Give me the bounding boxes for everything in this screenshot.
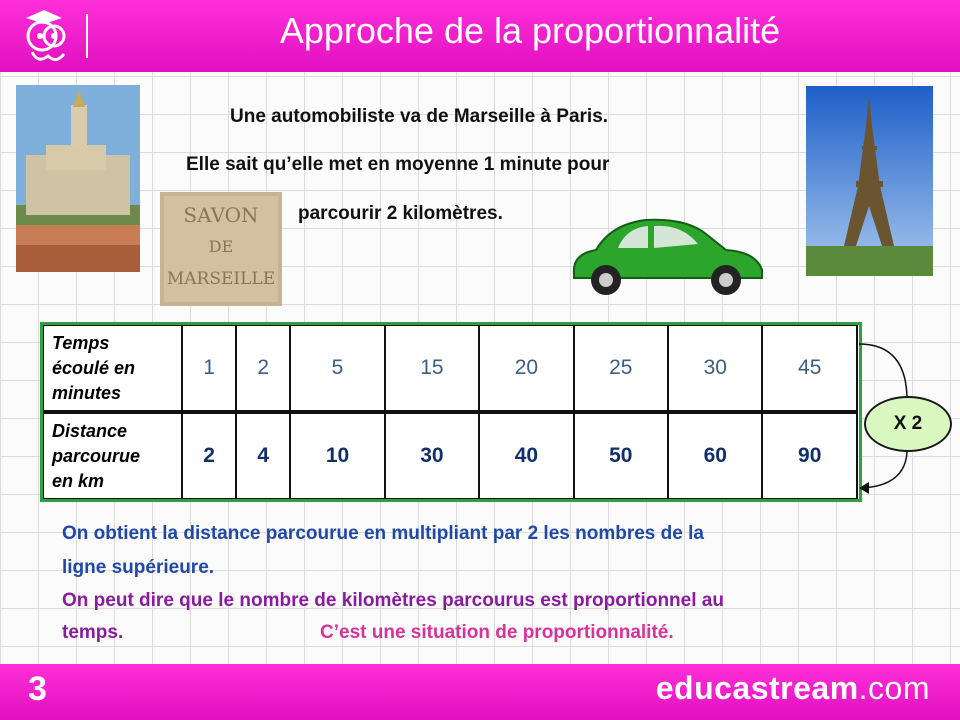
page-title: Approche de la proportionnalité: [279, 10, 781, 51]
row-header-distance-line2: parcourue: [52, 445, 141, 466]
conclusion-line-2: ligne supérieure.: [62, 557, 215, 578]
intro-line-2: Elle sait qu’elle met en moyenne 1 minute pour: [186, 154, 610, 175]
conclusion-line-3: On peut dire que le nombre de kilomètres parcourus est proportionnel au: [62, 590, 724, 611]
brand-name: educastream: [655, 670, 859, 706]
time-cell: 2: [236, 325, 290, 412]
time-cell: 20: [479, 325, 573, 412]
distance-cell: 4: [236, 412, 290, 499]
eiffel-tower-photo: [806, 86, 933, 276]
row-header-time-line3: minutes: [52, 382, 122, 403]
time-cell: 5: [290, 325, 384, 412]
logo-separator: [86, 14, 88, 58]
time-cell: 15: [385, 325, 479, 412]
soap-text-3: MARSEILLE: [166, 269, 276, 289]
row-header-time-line2: écoulé en: [52, 357, 136, 378]
time-cell: 25: [574, 325, 668, 412]
conclusion-line-1: On obtient la distance parcourue en multipliant par 2 les nombres de la: [62, 523, 704, 544]
distance-cell: 50: [574, 412, 668, 499]
distance-cell: 90: [762, 412, 857, 499]
row-header-distance-line3: en km: [52, 470, 105, 491]
row-header-distance: [43, 412, 182, 499]
row-header-time: [43, 325, 182, 412]
soap-text-1: SAVON: [183, 203, 259, 227]
time-cell: 30: [668, 325, 762, 412]
conclusion-line-4: temps.: [62, 622, 124, 643]
mascot-logo-icon: [18, 6, 78, 68]
intro-line-1: Une automobiliste va de Marseille à Paris.: [230, 106, 609, 127]
marseille-photo: [16, 85, 140, 272]
distance-cell: 10: [290, 412, 384, 499]
table-row-distance: [43, 412, 857, 499]
distance-cell: 2: [182, 412, 236, 499]
row-header-time-line1: Temps: [52, 332, 110, 353]
slide-number: 3: [28, 670, 47, 708]
multiplier-badge: X 2: [864, 396, 952, 452]
brand-tld: .com: [858, 670, 930, 706]
green-car-icon: [566, 214, 768, 298]
intro-line-3: parcourir 2 kilomètres.: [298, 203, 503, 224]
time-cell: 45: [762, 325, 857, 412]
row-header-distance-line1: Distance: [52, 420, 128, 441]
distance-cell: 40: [479, 412, 573, 499]
soap-text-2: DE: [208, 237, 234, 256]
soap-photo: [160, 192, 282, 306]
proportionality-table: [42, 324, 858, 500]
brand-logo: [656, 670, 930, 707]
time-cell: 1: [182, 325, 236, 412]
conclusion-highlight: C’est une situation de proportionnalité.: [320, 622, 674, 643]
distance-cell: 60: [668, 412, 762, 499]
distance-cell: 30: [385, 412, 479, 499]
table-row-time: [43, 325, 857, 412]
